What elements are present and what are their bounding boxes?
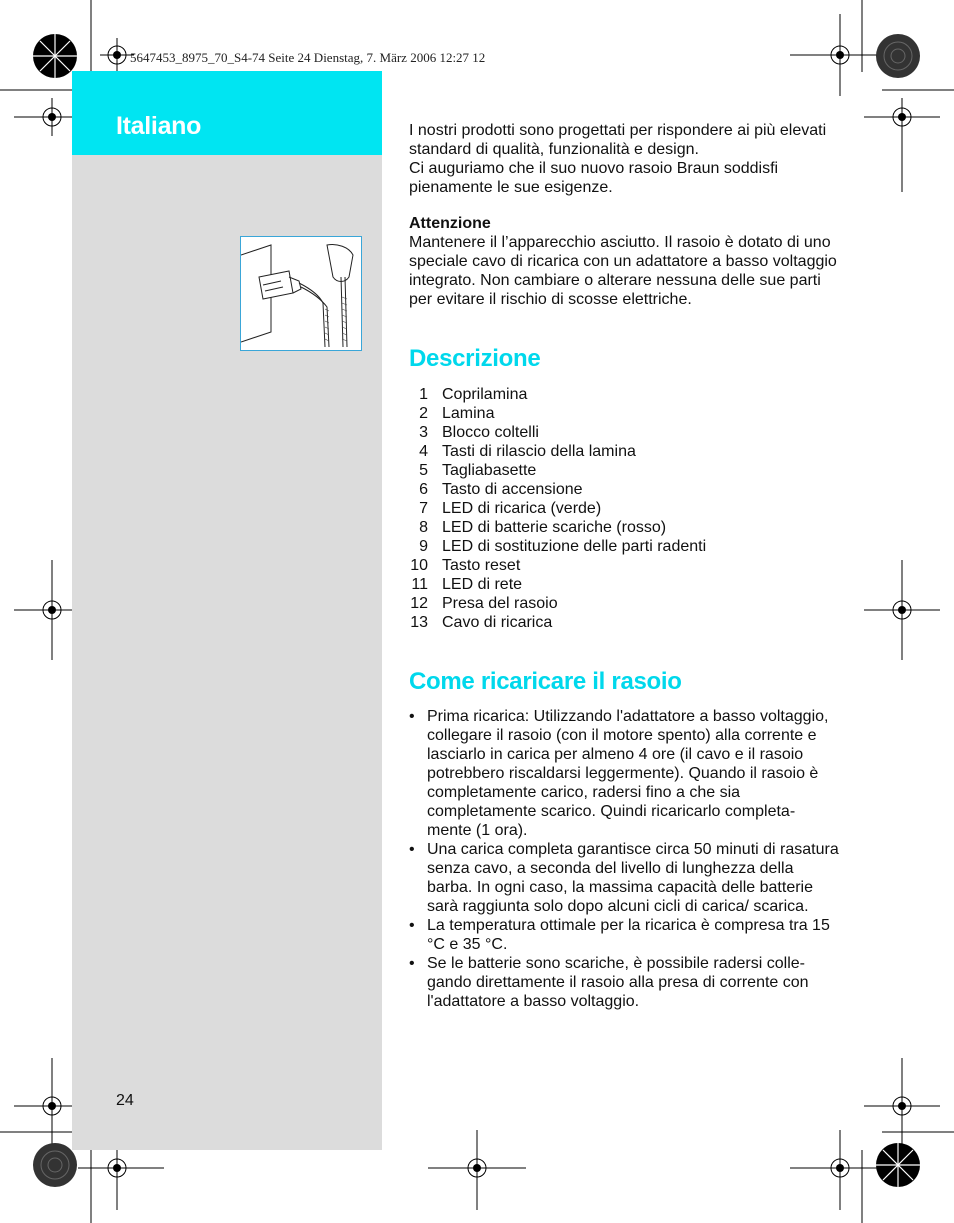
list-item: 13 Cavo di ricarica xyxy=(410,614,553,631)
list-item: • Prima ricarica: Utilizzando l'adattatore a basso voltaggio, collegare il rasoio (con il motore spento) alla corrente e lasciarlo in carica per almeno 4 ore (il cavo e il rasoio potrebbero riscaldarsi leggermente). Quando il rasoio è completamente carico, radersi fino a che sia completamente scarico. Quindi ricaricarlo completa-mente (1 ora). xyxy=(409,708,829,839)
list-item: • Una carica completa garantisce circa 50 minuti di rasatura senza cavo, a seconda del livello di lunghezza della barba. In ogni caso, la massima capacità delle batterie sarà raggiunta solo dopo alcuni cicli di carica/ scarica. xyxy=(409,841,839,915)
list-item: 5 Tagliabasette xyxy=(419,462,537,479)
charging-heading: Come ricaricare il rasoio xyxy=(409,668,682,695)
list-item: 3 Blocco coltelli xyxy=(419,424,539,441)
page-number: 24 xyxy=(116,1092,134,1109)
language-title: Italiano xyxy=(116,112,202,140)
list-item: 10 Tasto reset xyxy=(410,557,521,574)
charging-bullets xyxy=(409,707,839,1011)
list-item: 12 Presa del rasoio xyxy=(410,595,558,612)
list-item: 1 Coprilamina xyxy=(419,386,528,403)
list-item: 4 Tasti di rilascio della lamina xyxy=(419,443,636,460)
intro-text xyxy=(409,121,839,197)
list-item: 11 LED di rete xyxy=(411,576,523,593)
list-item: • La temperatura ottimale per la ricarica è compresa tra 15 °C e 35 °C. xyxy=(409,917,830,953)
charging-illustration xyxy=(240,236,362,351)
plug-cord-icon xyxy=(241,237,361,350)
description-heading: Descrizione xyxy=(409,345,541,372)
list-item: 8 LED di batterie scariche (rosso) xyxy=(419,519,667,536)
warning-section xyxy=(409,214,839,309)
list-item: • Se le batterie sono scariche, è possibile radersi colle-gando direttamente il rasoio alla presa di corrente con l'adattatore a basso voltaggio. xyxy=(409,955,809,1010)
list-item: 7 LED di ricarica (verde) xyxy=(419,500,602,517)
list-item: 6 Tasto di accensione xyxy=(419,481,583,498)
print-header-line: 5647453_8975_70_S4-74 Seite 24 Dienstag, 7. März 2006 12:27 12 xyxy=(130,50,486,65)
warning-body: Mantenere il l’apparecchio asciutto. Il rasoio è dotato di uno speciale cavo di ricarica con un adattatore a basso voltaggio integrato. Non cambiare o alterare nessuna delle sue parti per evitare il rischio di scosse elettriche. xyxy=(409,234,837,308)
sidebar-panel xyxy=(72,71,382,1150)
list-item: 2 Lamina xyxy=(419,405,495,422)
intro-paragraph-2: Ci auguriamo che il suo nuovo rasoio Braun soddisfi pienamente le sue esigenze. xyxy=(409,160,779,196)
intro-paragraph-1: I nostri prodotti sono progettati per rispondere ai più elevati standard di qualità, funzionalità e design. xyxy=(409,122,827,158)
parts-list xyxy=(400,385,840,632)
warning-title: Attenzione xyxy=(409,215,491,232)
list-item: 9 LED di sostituzione delle parti radenti xyxy=(419,538,707,555)
